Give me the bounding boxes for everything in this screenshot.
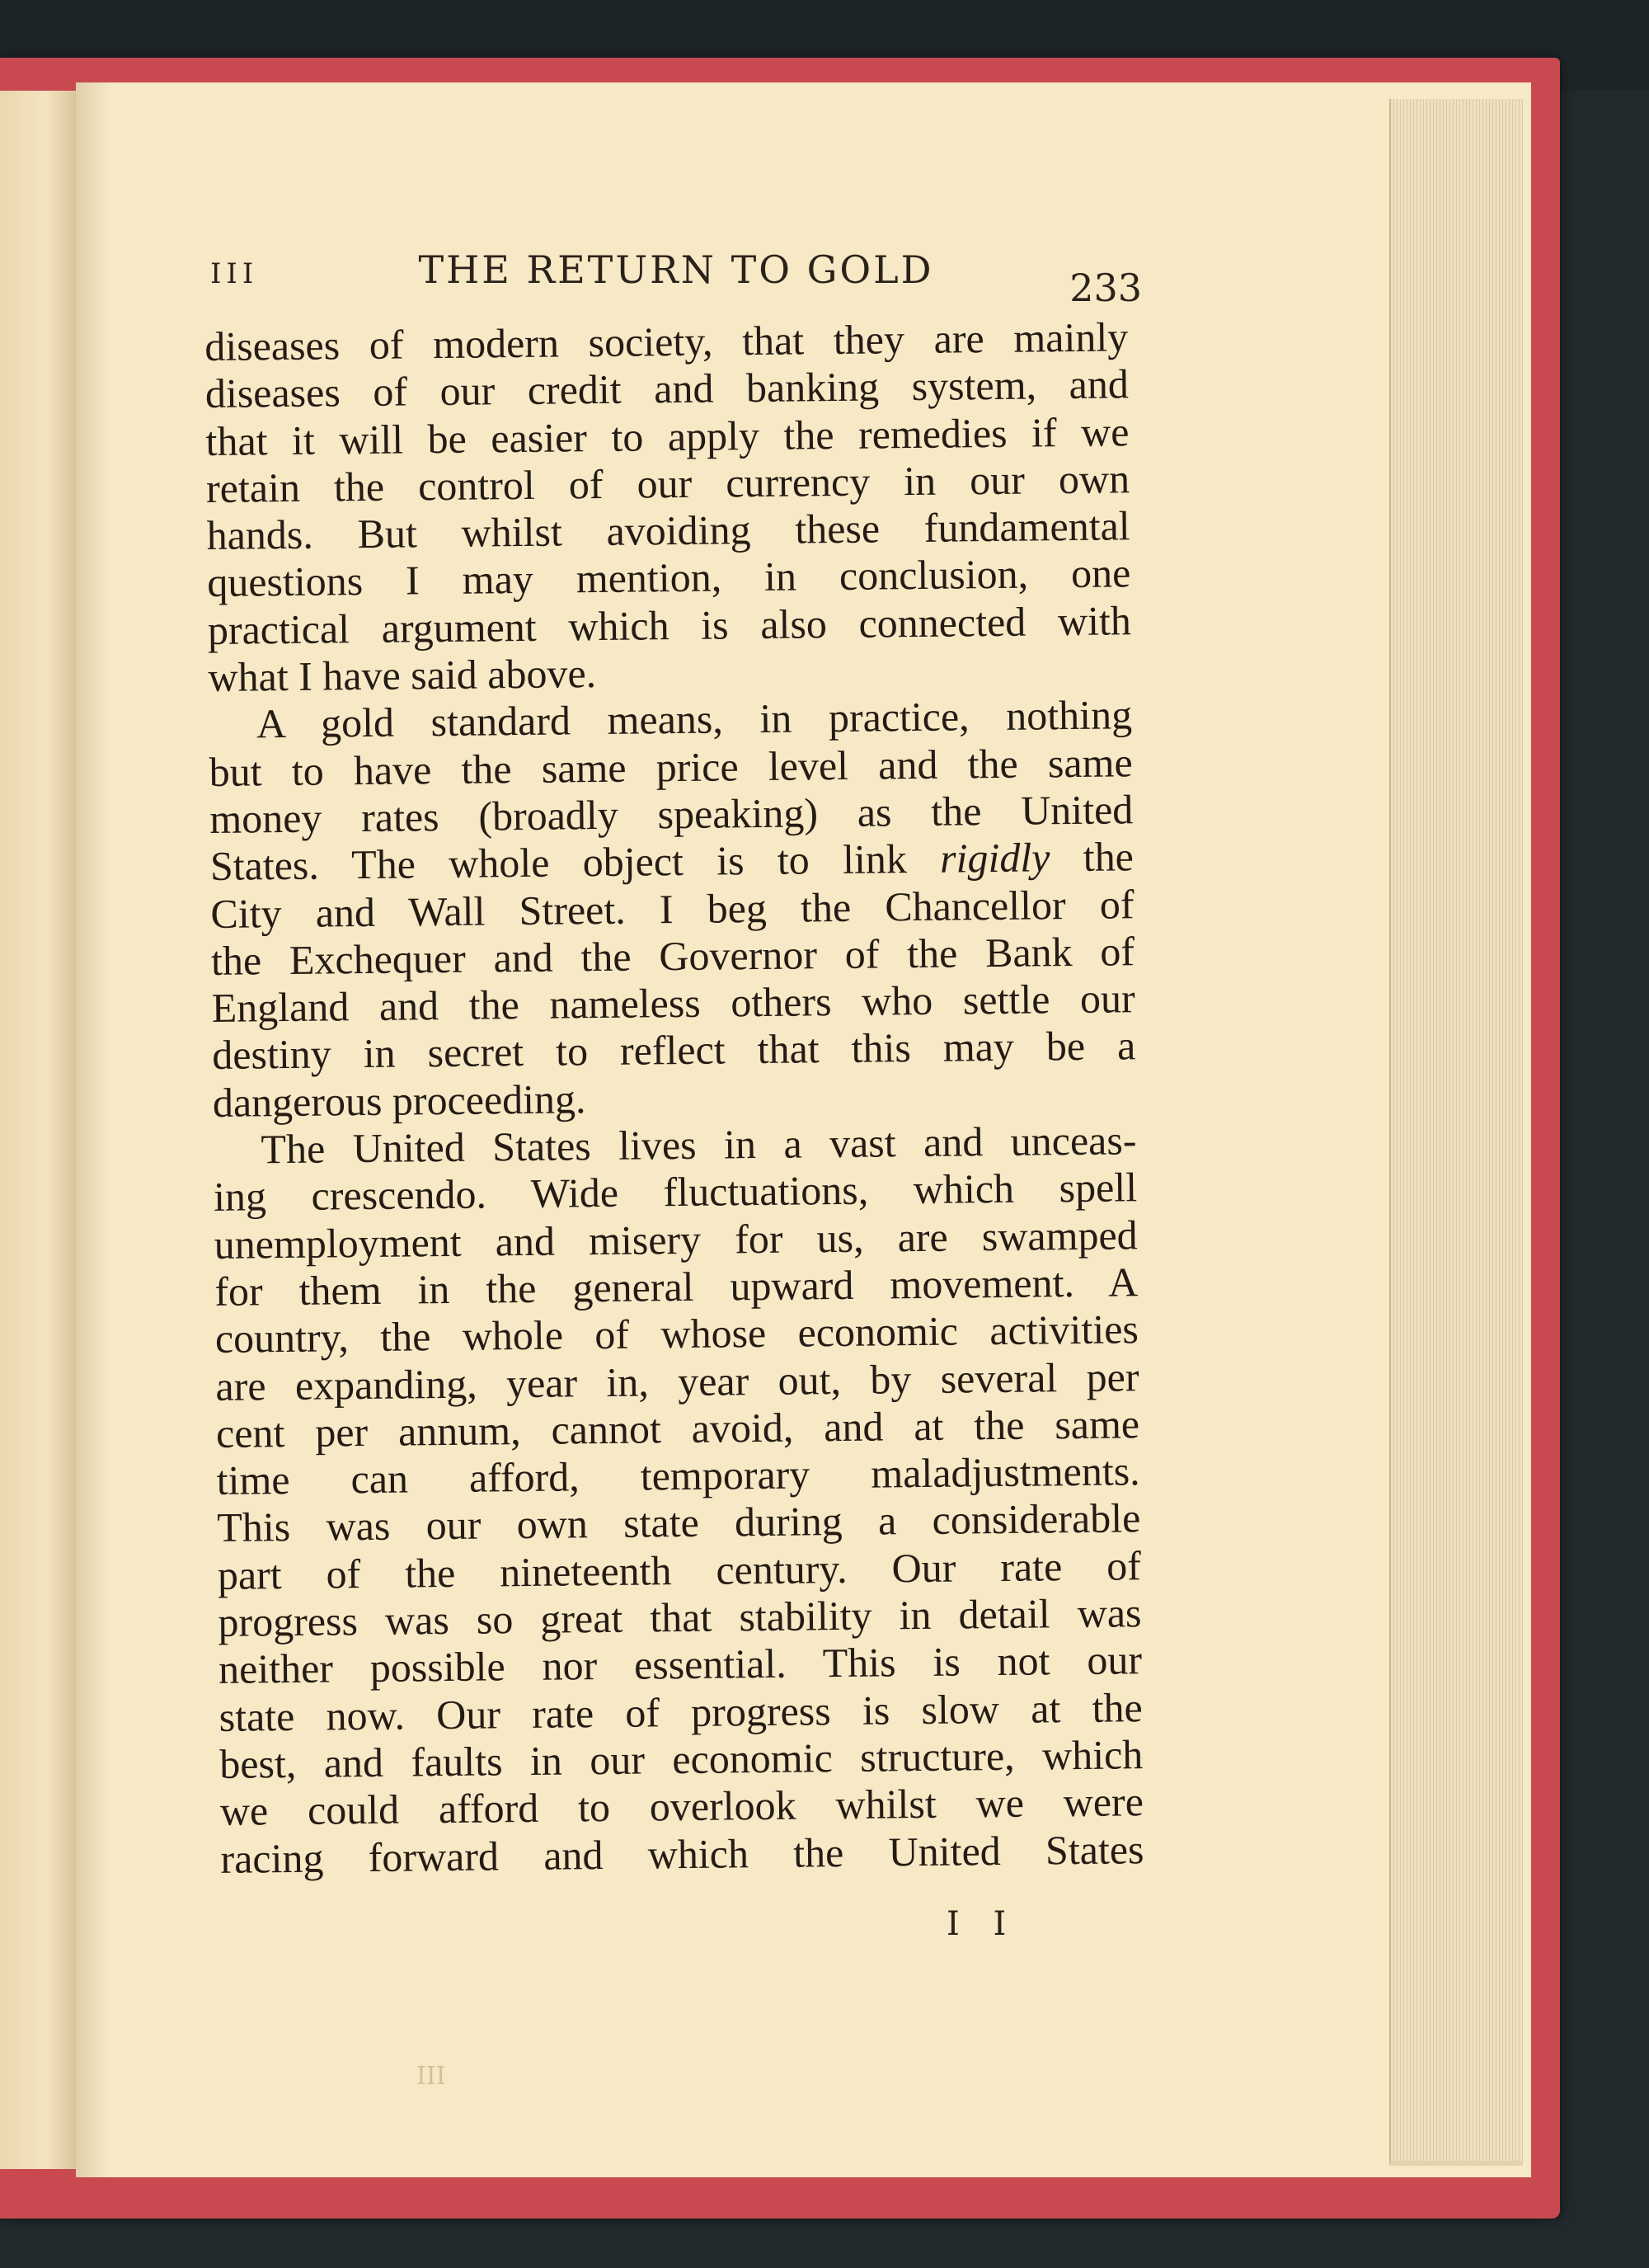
- page-number: 233: [1069, 266, 1142, 310]
- text-line: ing crescendo. Wide fluctuations, which spell: [213, 1164, 1138, 1221]
- page-block-edge: [1389, 99, 1523, 2166]
- text-line: retain the control of our currency in our own: [205, 455, 1130, 511]
- text-line: A gold standard means, in practice, nothing: [256, 691, 1133, 747]
- text-line: questions I may mention, in conclusion, one: [207, 549, 1131, 606]
- left-page-edge: [0, 91, 76, 2169]
- text-line: we could afford to overlook whilst we were: [219, 1778, 1144, 1835]
- running-head: [210, 247, 1142, 313]
- text-line: England and the nameless others who settle our: [211, 975, 1135, 1032]
- text-line: cent per annum, cannot avoid, and at the same: [215, 1400, 1140, 1456]
- chapter-number: III: [210, 257, 259, 290]
- text-line: dangerous proceeding.: [212, 1075, 586, 1126]
- text-line: diseases of our credit and banking system, and: [204, 360, 1130, 417]
- text-line: money rates (broadly speaking) as the United: [209, 786, 1134, 842]
- text-line: what I have said above.: [208, 650, 597, 701]
- text-line: This was our own state during a considerable: [217, 1494, 1141, 1551]
- text-line: diseases of modern society, that they are mainly: [204, 313, 1129, 369]
- body-text: [204, 313, 1144, 1882]
- text-line: progress was so great that stability in detail was: [218, 1589, 1142, 1645]
- text-line: that it will be easier to apply the remedies if we: [205, 407, 1130, 464]
- text-line: for them in the general upward movement. A: [214, 1259, 1139, 1315]
- text-line: time can afford, temporary maladjustments.: [216, 1447, 1140, 1504]
- text-line: hands. But whilst avoiding these fundamental: [206, 502, 1130, 559]
- text-line: The United States lives in a vast and unceas-: [261, 1117, 1137, 1173]
- text-line: part of the nineteenth century. Our rate of: [217, 1541, 1142, 1598]
- text-line: are expanding, year in, year out, by several per: [215, 1353, 1139, 1409]
- signature-mark: I I: [947, 1905, 1018, 1943]
- show-through-mark: III: [416, 2062, 446, 2091]
- text-line: best, and faults in our economic structure, which: [219, 1731, 1144, 1787]
- text-line: City and Wall Street. I beg the Chancellor of: [210, 880, 1135, 937]
- text-line: neither possible nor essential. This is not our: [218, 1636, 1143, 1693]
- text-line: racing forward and which the United States: [220, 1825, 1144, 1882]
- running-title: THE RETURN TO GOLD: [418, 247, 934, 292]
- text-line: the Exchequer and the Governor of the Bank of: [210, 928, 1135, 984]
- text-line: state now. Our rate of progress is slow at the: [218, 1683, 1143, 1740]
- text-line: destiny in secret to reflect that this may be a: [212, 1022, 1136, 1079]
- text-line: States. The whole object is to link rigidly the: [209, 833, 1135, 890]
- text-line: country, the whole of whose economic activities: [214, 1306, 1139, 1362]
- text-line: but to have the same price level and the same: [209, 738, 1133, 795]
- text-line: unemployment and misery for us, are swamped: [214, 1211, 1138, 1268]
- text-line: practical argument which is also connected with: [207, 597, 1132, 653]
